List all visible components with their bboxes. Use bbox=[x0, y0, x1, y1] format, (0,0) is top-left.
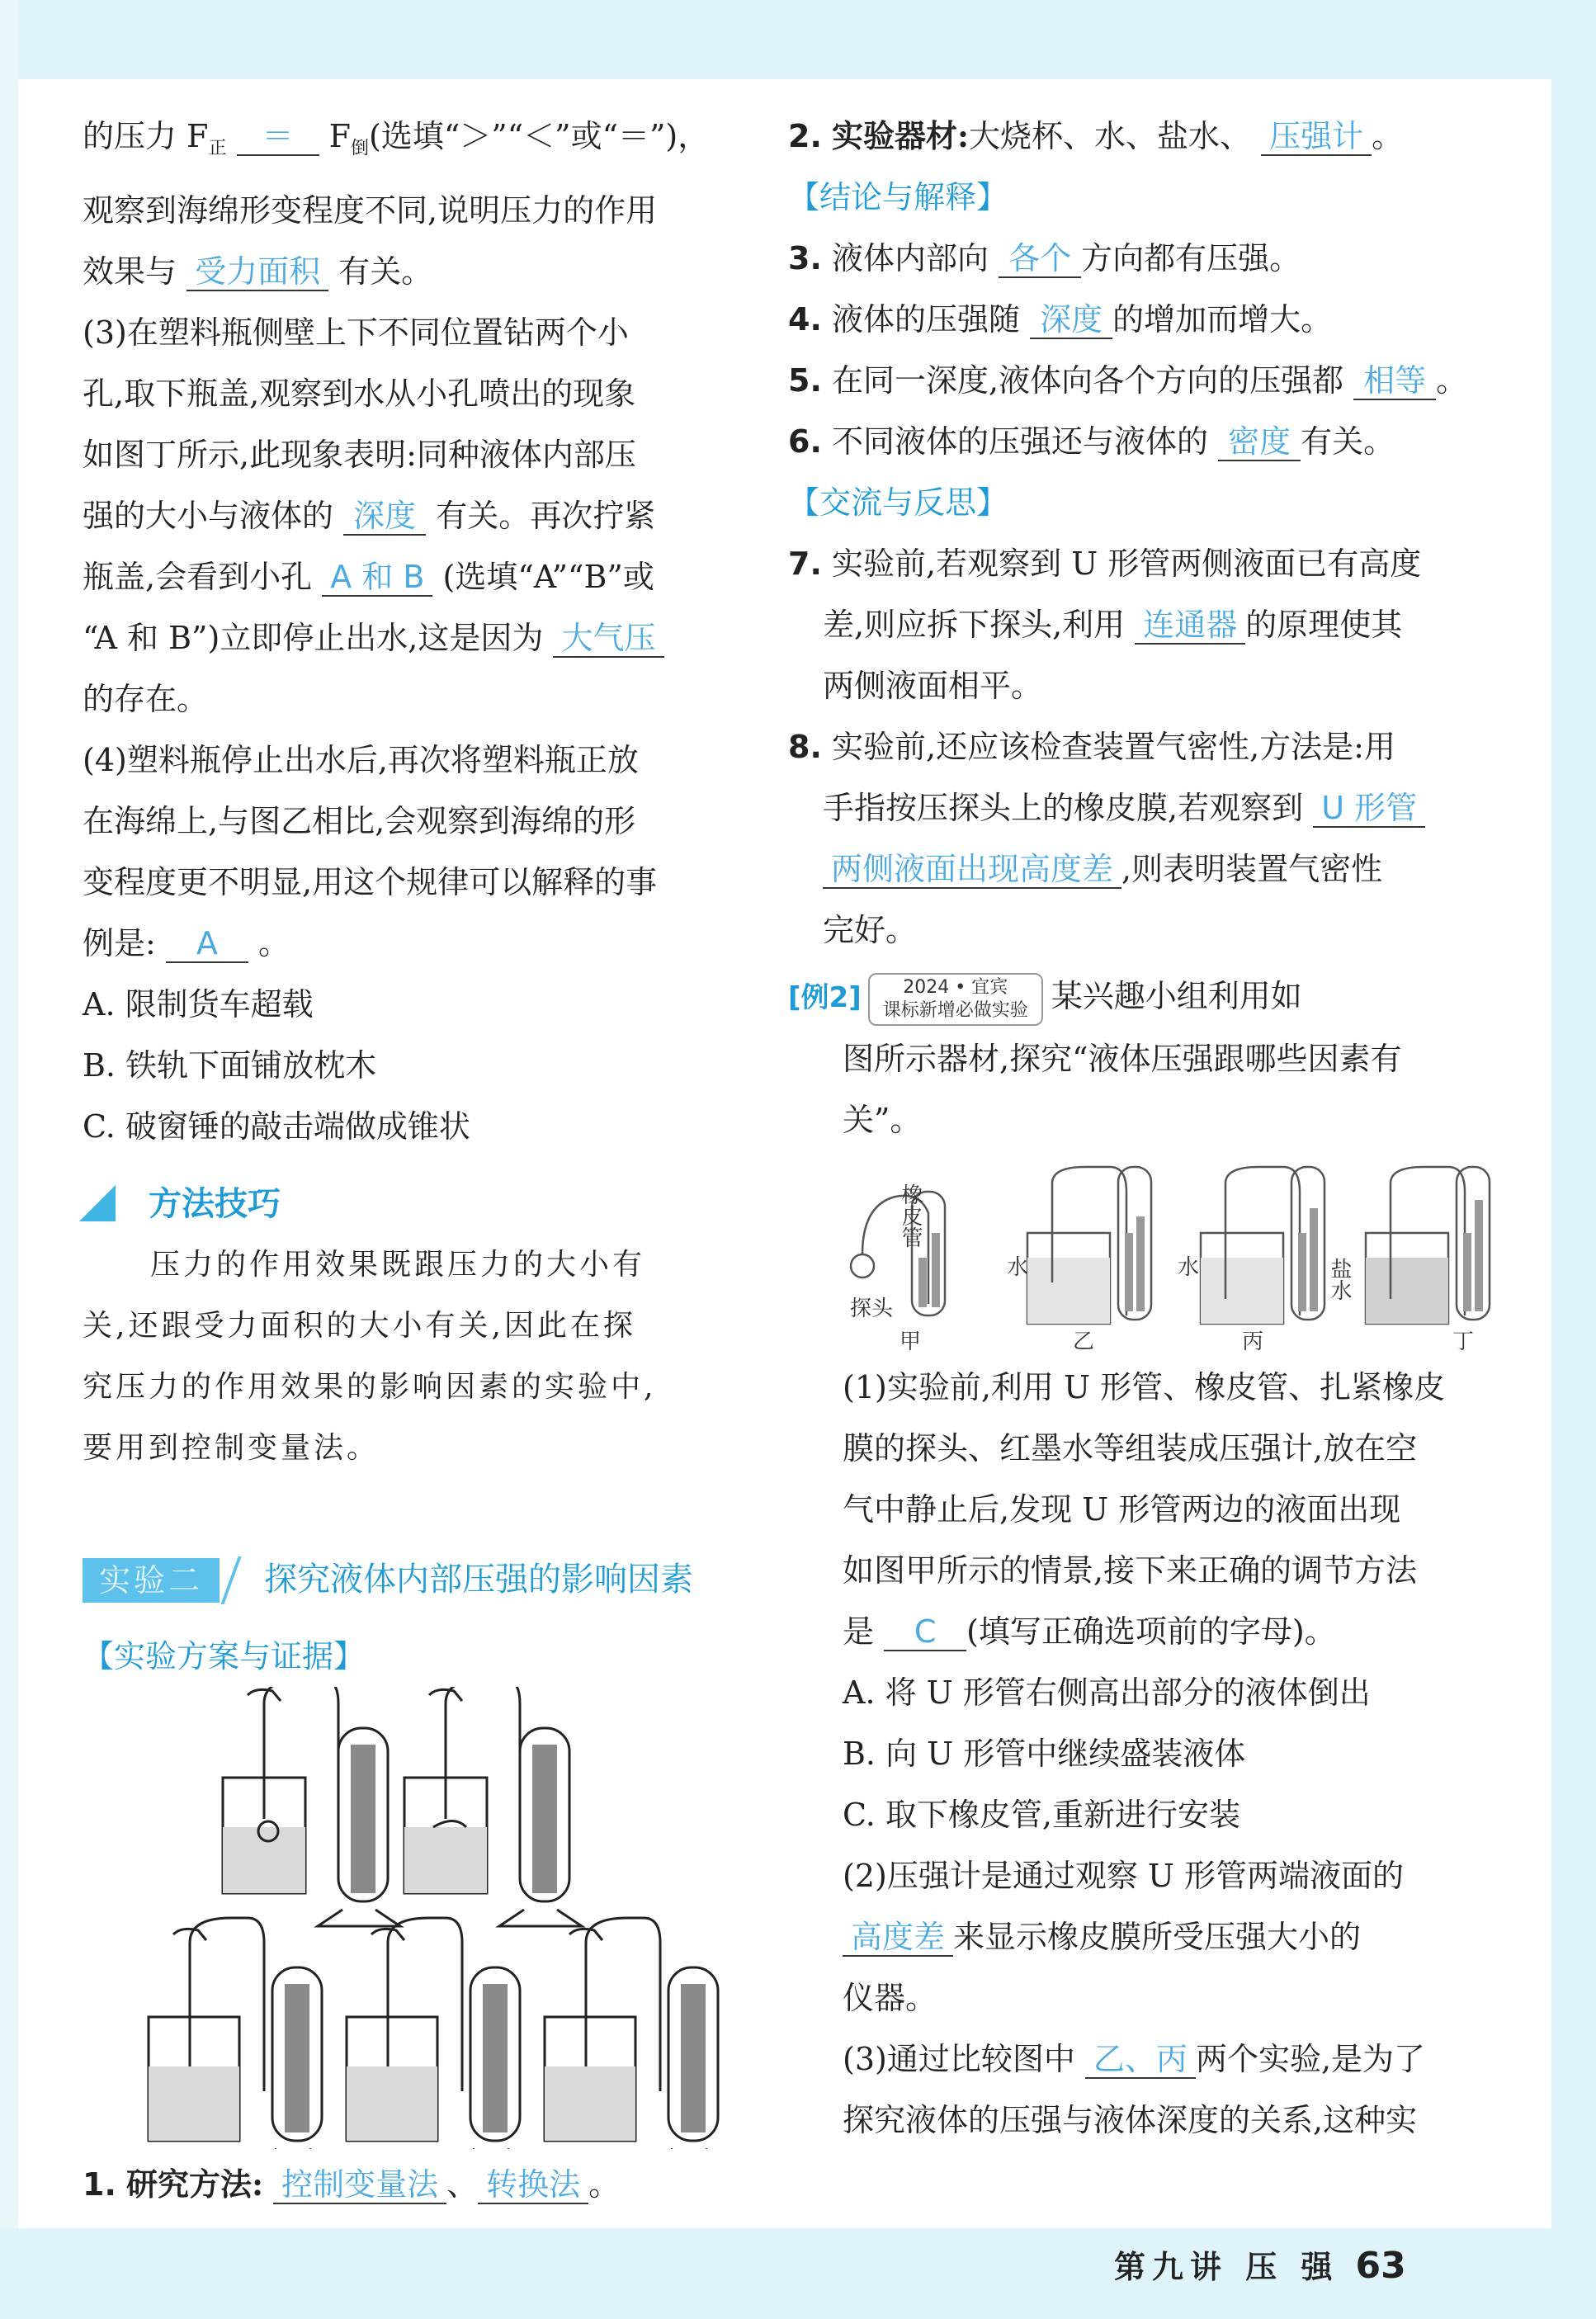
top-margin-band bbox=[0, 0, 1596, 79]
text-line: 仪器。 bbox=[843, 1980, 937, 2016]
label-shui-2: 水 bbox=[1178, 1255, 1200, 1280]
gauge-setup bbox=[149, 1918, 334, 2149]
option-b: B. 铁轨下面铺放枕木 bbox=[83, 1046, 377, 1084]
text-line: 的存在。 bbox=[83, 680, 209, 717]
answer-blank: 乙、丙 bbox=[1085, 2041, 1196, 2079]
right-margin-band bbox=[1551, 0, 1596, 2319]
answer-blank: 转换法 bbox=[478, 2166, 588, 2204]
question-6: 6. 不同液体的压强还与液体的 密度 有关。 bbox=[788, 423, 1395, 460]
answer-blank: 两侧液面出现高度差 bbox=[823, 851, 1121, 889]
section-heading: 【结论与解释】 bbox=[788, 179, 1008, 215]
source-badge: 2024 • 宜宾 课标新增必做实验 bbox=[868, 973, 1043, 1026]
answer-blank: 连通器 bbox=[1135, 607, 1245, 645]
answer-blank: U 形管 bbox=[1313, 790, 1425, 828]
left-column bbox=[83, 79, 767, 2215]
text-line: 变程度更不明显,用这个规律可以解释的事 bbox=[83, 863, 658, 900]
answer-blank: 深度 bbox=[343, 498, 426, 536]
text-line: 探究液体的压强与液体深度的关系,这种实 bbox=[843, 2102, 1418, 2138]
answer-blank: 各个 bbox=[999, 240, 1081, 278]
page bbox=[33, 79, 1551, 2228]
label-xiangpiguan: 橡皮管 bbox=[898, 1183, 923, 1248]
text-line: (3)通过比较图中 乙、丙 两个实验,是为了 bbox=[843, 2041, 1426, 2077]
right-column bbox=[788, 79, 1531, 2151]
text-line: 瓶盖,会看到小孔 A 和 B (选填“A”“B”或 bbox=[83, 558, 654, 595]
text-line: 两侧液面相平。 bbox=[823, 668, 1043, 704]
text-line: 两侧液面出现高度差 ,则表明装置气密性 bbox=[788, 838, 1531, 900]
label-yanshui: 盐水 bbox=[1327, 1258, 1352, 1301]
label-jia: 甲 bbox=[900, 1330, 922, 1354]
method-line: 要用到控制变量法。 bbox=[83, 1430, 380, 1465]
text-line: 差,则应拆下探头,利用 连通器 的原理使其 bbox=[823, 607, 1403, 643]
question-8: 8. 实验前,还应该检查装置气密性,方法是:用 bbox=[788, 729, 1395, 765]
text-line: (3)在塑料瓶侧壁上下不同位置钻两个小 bbox=[83, 314, 629, 351]
left-margin-band bbox=[0, 0, 18, 2319]
gauge-setup bbox=[347, 1918, 532, 2149]
text-line: 强的大小与液体的 深度 有关。再次拧紧 bbox=[83, 497, 656, 534]
example-tag: [例2] bbox=[788, 981, 862, 1014]
text-line: 效果与 受力面积 有关。 bbox=[83, 253, 433, 290]
text-line: 如图甲所示的情景,接下来正确的调节方法 bbox=[843, 1552, 1418, 1589]
answer-blank: 高度差 bbox=[843, 1919, 953, 1957]
figure-ding bbox=[1366, 1167, 1490, 1324]
heading-divider bbox=[220, 1556, 261, 1604]
question-7: 7. 实验前,若观察到 U 形管两侧液面已有高度 bbox=[788, 546, 1422, 582]
answer-blank: A bbox=[166, 925, 248, 963]
answer-blank: 密度 bbox=[1218, 423, 1301, 461]
option-c: C. 破窗锤的敲击端做成锥状 bbox=[83, 1108, 470, 1145]
page-number: 63 bbox=[1355, 2245, 1406, 2287]
text-line: 手指按压探头上的橡皮膜,若观察到 U 形管 bbox=[788, 777, 1531, 838]
method-line: 关,还跟受力面积的大小有关,因此在探 bbox=[83, 1308, 636, 1343]
figure-bing bbox=[1201, 1167, 1324, 1324]
text-line: 膜的探头、红墨水等组装成压强计,放在空 bbox=[843, 1430, 1418, 1466]
text-line: 例是: A 。 bbox=[83, 924, 290, 961]
text-line: (2)压强计是通过观察 U 形管两端液面的 bbox=[843, 1858, 1405, 1894]
page-footer bbox=[1114, 2241, 1406, 2287]
label-bing: 丙 bbox=[1242, 1330, 1264, 1354]
chapter-title: 第九讲 压 强 bbox=[1114, 2249, 1339, 2285]
option-a: A. 限制货车超载 bbox=[83, 985, 314, 1023]
answer-blank: A 和 B bbox=[322, 559, 432, 597]
option-b: B. 向 U 形管中继续盛装液体 bbox=[843, 1736, 1246, 1772]
section-heading: 【实验方案与证据】 bbox=[83, 1637, 366, 1674]
text-line: 高度差 来显示橡皮膜所受压强大小的 bbox=[788, 1906, 1531, 1967]
figure-yi bbox=[1027, 1167, 1151, 1324]
text-line: 是 C (填写正确选项前的字母)。 bbox=[843, 1613, 1336, 1650]
triangle-icon bbox=[79, 1185, 116, 1221]
answer-blank: C bbox=[884, 1613, 966, 1651]
answer-blank: 相等 bbox=[1353, 362, 1436, 400]
label-tantou: 探头 bbox=[850, 1296, 894, 1321]
gauge-setup bbox=[404, 1687, 582, 1926]
experiment-badge: 实验二 bbox=[83, 1558, 220, 1603]
text-line: “A 和 B”)立即停止出水,这是因为 大气压 bbox=[83, 607, 767, 668]
answer-blank: 控制变量法 bbox=[273, 2166, 446, 2204]
label-ding: 丁 bbox=[1452, 1330, 1475, 1354]
gauge-setup bbox=[545, 1918, 730, 2149]
answer-blank: 深度 bbox=[1030, 301, 1112, 339]
experiment-heading bbox=[83, 1548, 767, 1609]
gauge-setup bbox=[223, 1687, 400, 1926]
pressure-gauge-apparatus-figure bbox=[83, 1687, 767, 2149]
question-1: 1. 研究方法: 控制变量法 、 转换法 。 bbox=[83, 2165, 621, 2203]
question-5: 5. 在同一深度,液体向各个方向的压强都 相等 。 bbox=[788, 362, 1468, 399]
text-line: 的压力 $F_正 = F_倒$(选填“＞”“＜”或“＝”)， bbox=[83, 118, 710, 159]
text-line: (1)实验前,利用 U 形管、橡皮管、扎紧橡皮 bbox=[843, 1369, 1446, 1405]
question-3: 3. 液体内部向 各个 方向都有压强。 bbox=[788, 240, 1301, 276]
text-line: 观察到海绵形变程度不同,说明压力的作用 bbox=[83, 191, 658, 229]
method-tips-title: 方法技巧 bbox=[149, 1184, 281, 1223]
question-2: 2. 实验器材:大烧杯、水、盐水、 压强计 。 bbox=[788, 117, 1404, 154]
label-shui-1: 水 bbox=[1007, 1255, 1029, 1280]
text-line: 孔,取下瓶盖,观察到水从小孔喷出的现象 bbox=[83, 375, 636, 412]
section-heading: 【交流与反思】 bbox=[788, 484, 1008, 521]
answer-blank: ＝ bbox=[237, 118, 319, 156]
method-tips-box bbox=[83, 1174, 767, 1479]
text-line: 如图丁所示,此现象表明:同种液体内部压 bbox=[83, 436, 636, 473]
method-line: 究压力的作用效果的影响因素的实验中, bbox=[83, 1369, 657, 1404]
experiment-title: 探究液体内部压强的影响因素 bbox=[264, 1560, 693, 1599]
option-a: A. 将 U 形管右侧高出部分的液体倒出 bbox=[843, 1674, 1371, 1711]
option-c: C. 取下橡皮管,重新进行安装 bbox=[843, 1797, 1240, 1833]
text-line: 完好。 bbox=[823, 912, 918, 948]
example-2: [例2] 2024 • 宜宾 课标新增必做实验 某兴趣小组利用如 bbox=[788, 966, 1531, 1028]
text-line: 气中静止后,发现 U 形管两边的液面出现 bbox=[843, 1491, 1401, 1528]
text-line: 在海绵上,与图乙相比,会观察到海绵的形 bbox=[83, 802, 636, 839]
answer-blank: 受力面积 bbox=[187, 253, 328, 291]
text-line: 图所示器材,探究“液体压强跟哪些因素有 bbox=[843, 1041, 1402, 1077]
text-line: 关”。 bbox=[843, 1102, 922, 1138]
method-line: 压力的作用效果既跟压力的大小有 bbox=[150, 1247, 646, 1282]
answer-blank: 压强计 bbox=[1261, 118, 1372, 156]
answer-blank: 大气压 bbox=[553, 620, 663, 658]
question-4: 4. 液体的压强随 深度 的增加而增大。 bbox=[788, 301, 1333, 338]
example-figure bbox=[838, 1150, 1547, 1357]
text-line: (4)塑料瓶停止出水后,再次将塑料瓶正放 bbox=[83, 741, 639, 778]
label-yi: 乙 bbox=[1073, 1330, 1095, 1354]
